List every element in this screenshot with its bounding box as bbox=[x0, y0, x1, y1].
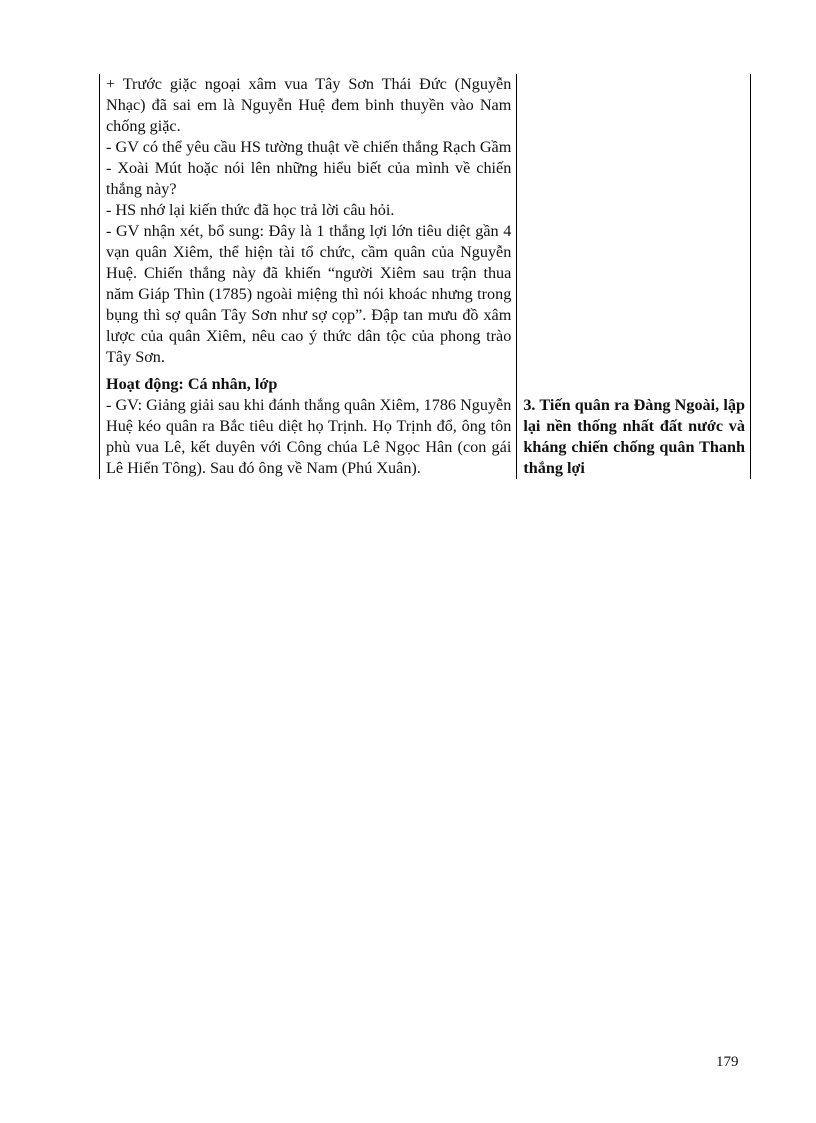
paragraph-tay-son-intro: + Trước giặc ngoại xâm vua Tây Sơn Thái Đức (Nguyễn Nhạc) đã sai em là Nguyễn Huệ đem binh thuyền vào Nam chống giặc. bbox=[106, 75, 512, 135]
page-number: 179 bbox=[716, 1054, 739, 1070]
content-cell bbox=[517, 368, 751, 479]
content-cell bbox=[517, 74, 751, 368]
paragraph-student-answer: - HS nhớ lại kiến thức đã học trả lời câu hỏi. bbox=[106, 201, 395, 219]
section-heading: 3. Tiến quân ra Đàng Ngoài, lập lại nền thống nhất đất nước và kháng chiến chống quân Thanh thắng lợi bbox=[523, 396, 745, 477]
paragraph-teacher-comment: - GV nhận xét, bổ sung: Đây là 1 thắng lợi lớn tiêu diệt gần 4 vạn quân Xiêm, thể hiện tài tổ chức, cầm quân của Nguyễn Huệ. Chiến thắng này đã khiến “người Xiêm sau trận thua năm Giáp Thìn (1785) ngoài miệng thì nói khoác nhưng trong bụng thì sợ quân Tây Sơn như sợ cọp”. Đập tan mưu đồ xâm lược của quân Xiêm, nêu cao ý thức dân tộc của phong trào Tây Sơn. bbox=[106, 222, 512, 366]
activity-cell bbox=[100, 368, 517, 479]
table-row bbox=[100, 368, 751, 479]
activity-heading: Hoạt động: Cá nhân, lớp bbox=[106, 375, 278, 393]
activity-cell bbox=[100, 74, 517, 368]
table-row bbox=[100, 74, 751, 368]
lesson-table bbox=[99, 74, 751, 479]
paragraph-teacher-question: - GV có thể yêu cầu HS tường thuật về chiến thắng Rạch Gầm - Xoài Mút hoặc nói lên những hiểu biết của mình về chiến thắng này? bbox=[106, 138, 512, 198]
paragraph-teacher-explain: - GV: Giảng giải sau khi đánh thắng quân Xiêm, 1786 Nguyễn Huệ kéo quân ra Bắc tiêu diệt họ Trịnh. Họ Trịnh đổ, ông tôn phù vua Lê, kết duyên với Công chúa Lê Ngọc Hân (con gái Lê Hiển Tông). Sau đó ông về Nam (Phú Xuân). bbox=[106, 396, 512, 477]
